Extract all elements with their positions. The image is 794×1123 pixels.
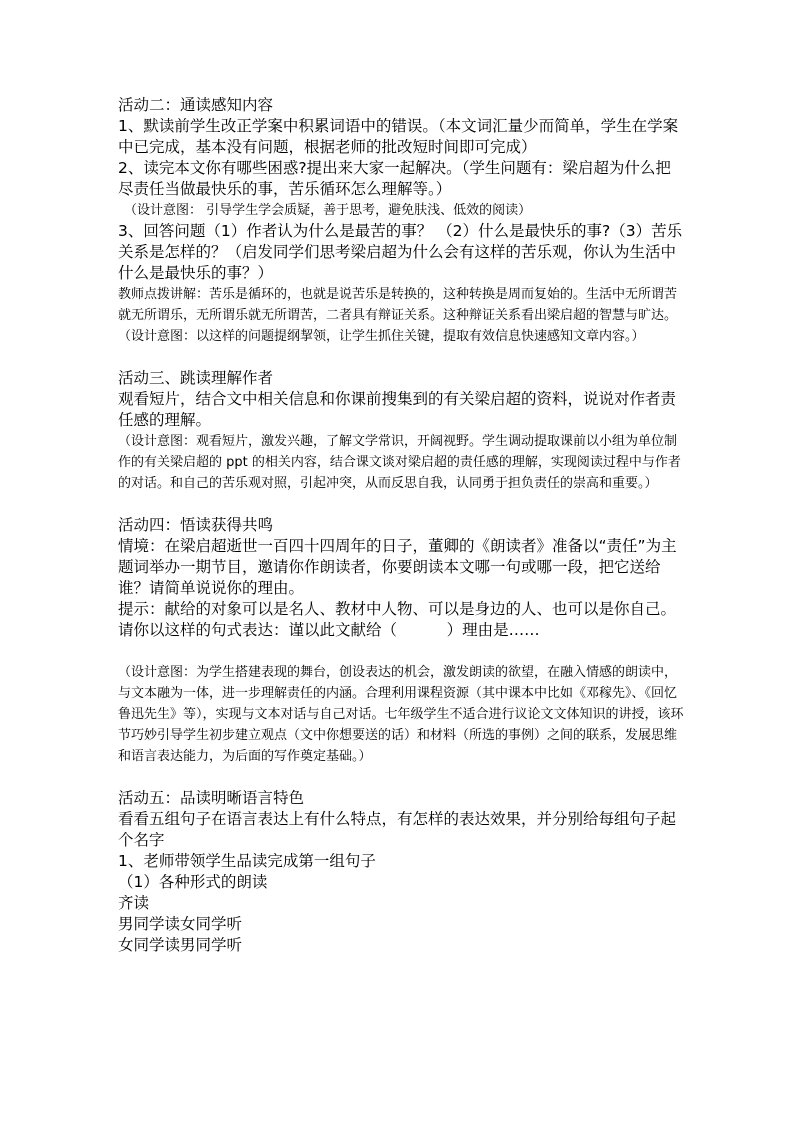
paragraph: 男同学读女同学听 (118, 915, 243, 933)
document-body (118, 95, 684, 956)
section-heading: 活动三、跳读理解作者 (118, 369, 274, 387)
paragraph: 女同学读男同学听 (118, 936, 243, 954)
spacer (118, 494, 684, 515)
design-intent-note: （设计意图：观看短片，激发兴趣，了解文学常识，开阔视野。学生调动提取课前以小组为单位制作的有关梁启超的 ppt 的相关内容，结合课文谈对梁启超的责任感的理解，实现阅读过程中与作者的对话。和自己的苦乐观对照，引起冲突，从而反思自我，认同勇于担负责任的崇高和重要。） (118, 434, 681, 491)
activity-4 (118, 515, 684, 767)
spacer (118, 767, 684, 788)
paragraph: 教师点拨讲解：苦乐是循环的，也就是说苦乐是转换的，这种转换是周而复始的。生活中无所谓苦就无所谓乐，无所谓乐就无所谓苦，二者具有辩证关系。这种辩证关系看出梁启超的智慧与旷达。 (118, 287, 678, 323)
paragraph: （1）各种形式的朗读 (118, 873, 268, 891)
design-intent-note: （设计意图： 引导学生学会质疑，善于思考，避免肤浅、低效的阅读） (124, 203, 532, 218)
sentence-pattern-start: 请你以这样的句式表达：谨以此文献给（ (118, 621, 398, 639)
activity-2 (118, 95, 684, 347)
activity-3 (118, 368, 684, 494)
section-heading: 活动二：通读感知内容 (118, 96, 274, 114)
paragraph: 3、回答问题（1）作者认为什么是最苦的事？ （2）什么是最快乐的事?（3）苦乐关系是怎样的？（启发同学们思考梁启超为什么会有这样的苦乐观，你认为生活中什么是最快乐的事？） (118, 222, 683, 282)
paragraph: 看看五组句子在语言表达上有什么特点，有怎样的表达效果，并分别给每组句子起个名字 (118, 810, 677, 849)
section-heading: 活动五：品读明晰语言特色 (118, 789, 305, 807)
design-intent-note: （设计意图：以这样的问题提纲挈领，让学生抓住关键，提取有效信息快速感知文章内容。） (118, 329, 645, 344)
activity-5 (118, 788, 684, 956)
paragraph: 2、读完本文你有哪些困惑?提出来大家一起解决。（学生问题有：梁启超为什么把尽责任当做最快乐的事，苦乐循环怎么理解等。） (118, 159, 671, 198)
section-heading: 活动四：悟读获得共鸣 (118, 516, 274, 534)
sentence-pattern-end: ）理由是…… (446, 621, 540, 639)
paragraph: 观看短片，结合文中相关信息和你课前搜集到的有关梁启超的资料，说说对作者责任感的理解。 (118, 390, 677, 429)
paragraph: 1、默读前学生改正学案中积累词语中的错误。（本文词汇量少而简单，学生在学案中已完成，基本没有问题，根据老师的批改短时间即可完成） (118, 117, 679, 156)
spacer (118, 347, 684, 368)
paragraph: 齐读 (118, 894, 150, 912)
spacer (118, 641, 684, 662)
paragraph: 1、老师带领学生品读完成第一组句子 (118, 852, 376, 870)
paragraph: 情境：在梁启超逝世一百四十四周年的日子，董卿的《朗读者》准备以“责任”为主题词举办一期节目，邀请你作朗读者，你要朗读本文哪一句或哪一段，把它送给谁？请简单说说你的理由。 (118, 537, 677, 597)
design-intent-note: （设计意图：为学生搭建表现的舞台，创设表达的机会，激发朗读的欲望，在融入情感的朗读中，与文本融为一体，进一步理解责任的内涵。合理利用课程资源（其中课本中比如《邓稼先》、《回忆鲁迅先生》等），实现与文本对话与自己对话。七年级学生不适合进行议论文文体知识的讲授，该环节巧妙引导学生初步建立观点（文中你想要送的话）和材料（所选的事例）之间的联系，发展思维和语言表达能力，为后面的写作奠定基础。） (118, 665, 684, 764)
paragraph: 提示：献给的对象可以是名人、教材中人物、可以是身边的人、也可以是你自己。 (118, 600, 677, 618)
paragraph (118, 620, 684, 641)
